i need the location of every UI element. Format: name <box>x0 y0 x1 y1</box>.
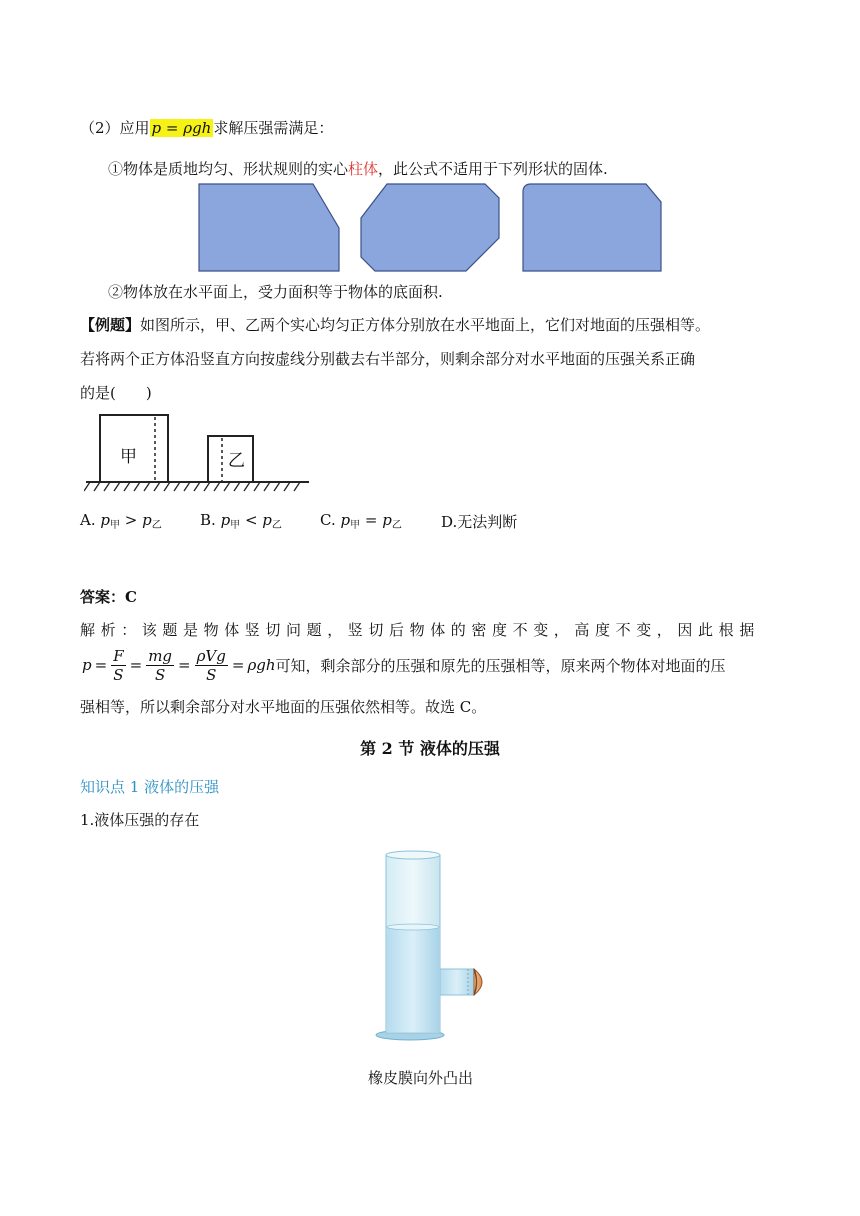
option-b-relation: < <box>240 511 263 529</box>
option-a-sub2: 乙 <box>151 520 162 531</box>
hatch-mark <box>274 482 280 491</box>
fraction-2-denominator: S <box>154 665 166 684</box>
knowledge-point-heading: 知识点 1 液体的压强 <box>80 778 220 796</box>
condition-1 <box>108 158 608 179</box>
option-a-p1: p <box>100 511 110 529</box>
hatch-mark <box>294 482 300 491</box>
hatch-mark <box>284 482 290 491</box>
hatch-mark <box>214 482 220 491</box>
example-label: 【例题】 <box>80 316 141 334</box>
example-line-1 <box>80 314 710 335</box>
hatch-mark <box>264 482 270 491</box>
option-c-sub1: 甲 <box>350 520 361 531</box>
option-c-sub2: 乙 <box>391 520 402 531</box>
ground-hatch <box>84 482 300 491</box>
formula-highlight: p = ρgh <box>151 119 212 137</box>
fraction-1-numerator: F <box>113 646 124 665</box>
blocks-figure-drawing <box>84 412 314 496</box>
cond1-suffix: ，此公式不适用于下列形状的固体. <box>378 160 608 178</box>
option-a-sub1: 甲 <box>109 520 120 531</box>
hatch-mark <box>194 482 200 491</box>
option-c-relation: = <box>360 511 383 529</box>
hatch-mark <box>84 482 90 491</box>
condition-2: ②物体放在水平面上，受力面积等于物体的底面积. <box>108 283 443 301</box>
example-line-2: 若将两个正方体沿竖直方向按虚线分别截去右半部分，则剩余部分对水平地面的压强关系正确 <box>80 350 696 368</box>
option-b-p1: p <box>220 511 231 529</box>
hatch-mark <box>134 482 140 491</box>
cond1-highlight: 柱体 <box>348 160 379 178</box>
analysis-line-3: 强相等，所以剩余部分对水平地面的压强依然相等。故选 C。 <box>80 698 487 716</box>
fraction-2-numerator: mg <box>148 646 173 665</box>
block-b-label: 乙 <box>228 451 245 471</box>
option-b-prefix: B. <box>200 511 221 529</box>
hatch-mark <box>154 482 160 491</box>
fraction-3-denominator: S <box>206 665 217 684</box>
analysis-line-1: 解析：该题是物体竖切问题，竖切后物体的密度不变，高度不变，因此根据 <box>80 621 760 639</box>
blocks-figure <box>84 412 314 496</box>
hatch-mark <box>124 482 130 491</box>
hatch-mark <box>184 482 190 491</box>
hatch-mark <box>104 482 110 491</box>
section-intro <box>80 117 333 138</box>
hatch-mark <box>224 482 230 491</box>
option-b[interactable] <box>200 511 282 531</box>
formula-rho-g-h: ρgh <box>247 656 276 674</box>
figure-caption: 橡皮膜向外凸出 <box>368 1069 474 1087</box>
fraction-1-denominator: S <box>113 665 124 684</box>
shape-cut-corner <box>199 184 339 271</box>
option-a[interactable] <box>80 511 162 531</box>
option-c-p1: p <box>340 511 351 529</box>
analysis-line-2-suffix: 可知，剩余部分的压强和原先的压强相等，原来两个物体对地面的压 <box>275 656 726 675</box>
fraction-3-numerator: ρVg <box>196 646 226 665</box>
side-tube <box>440 969 474 995</box>
answer-label: 答案：C <box>80 588 137 606</box>
irregular-shapes-figure <box>195 182 670 274</box>
intro-prefix: （2）应用 <box>80 119 150 137</box>
hatch-mark <box>94 482 100 491</box>
item-1-heading: 1.液体压强的存在 <box>80 811 200 829</box>
option-b-sub2: 乙 <box>271 520 282 531</box>
example-line-3: 的是( ) <box>80 384 152 402</box>
option-a-relation: > <box>119 511 143 529</box>
shape-octagon <box>361 184 499 271</box>
formula-p: p <box>82 656 92 674</box>
analysis-line-2: p = $\frac{F}{S}$ = $\frac{mg}{S}$ = $\frac{\text{ρVg}}{S}$ = ρgh 可知，剩余部分的压强和原先的压强相等，原来两个物体对地面的压 <box>82 646 726 684</box>
intro-suffix: 求解压强需满足： <box>213 119 334 137</box>
water <box>387 927 439 1032</box>
fraction-f-over-s <box>111 647 125 684</box>
hatch-mark <box>144 482 150 491</box>
fraction-rhovg-over-s <box>195 647 228 684</box>
hatch-mark <box>244 482 250 491</box>
option-a-prefix: A. <box>80 511 101 529</box>
hatch-mark <box>234 482 240 491</box>
cond1-prefix: ①物体是质地均匀、形状规则的实心 <box>108 160 349 178</box>
hatch-mark <box>164 482 170 491</box>
hatch-mark <box>114 482 120 491</box>
fraction-mg-over-s <box>146 647 174 684</box>
option-b-p2: p <box>262 511 272 529</box>
cylinder-top <box>386 851 440 859</box>
option-b-sub1: 甲 <box>230 520 241 531</box>
block-a-label: 甲 <box>120 447 137 467</box>
example-text-1: 如图所示，甲、乙两个实心均匀正方体分别放在水平地面上，它们对地面的压强相等。 <box>140 316 711 334</box>
option-c-prefix: C. <box>320 511 341 529</box>
hatch-mark <box>204 482 210 491</box>
option-a-p2: p <box>142 511 152 529</box>
option-c[interactable] <box>320 511 402 531</box>
liquid-cylinder-figure <box>368 845 498 1050</box>
section-title: 第 2 节 液体的压强 <box>360 739 500 758</box>
option-d[interactable]: D.无法判断 <box>441 513 518 531</box>
water-surface <box>387 924 439 930</box>
hatch-mark <box>254 482 260 491</box>
hatch-mark <box>174 482 180 491</box>
shape-rounded <box>523 184 661 271</box>
option-c-p2: p <box>382 511 392 529</box>
